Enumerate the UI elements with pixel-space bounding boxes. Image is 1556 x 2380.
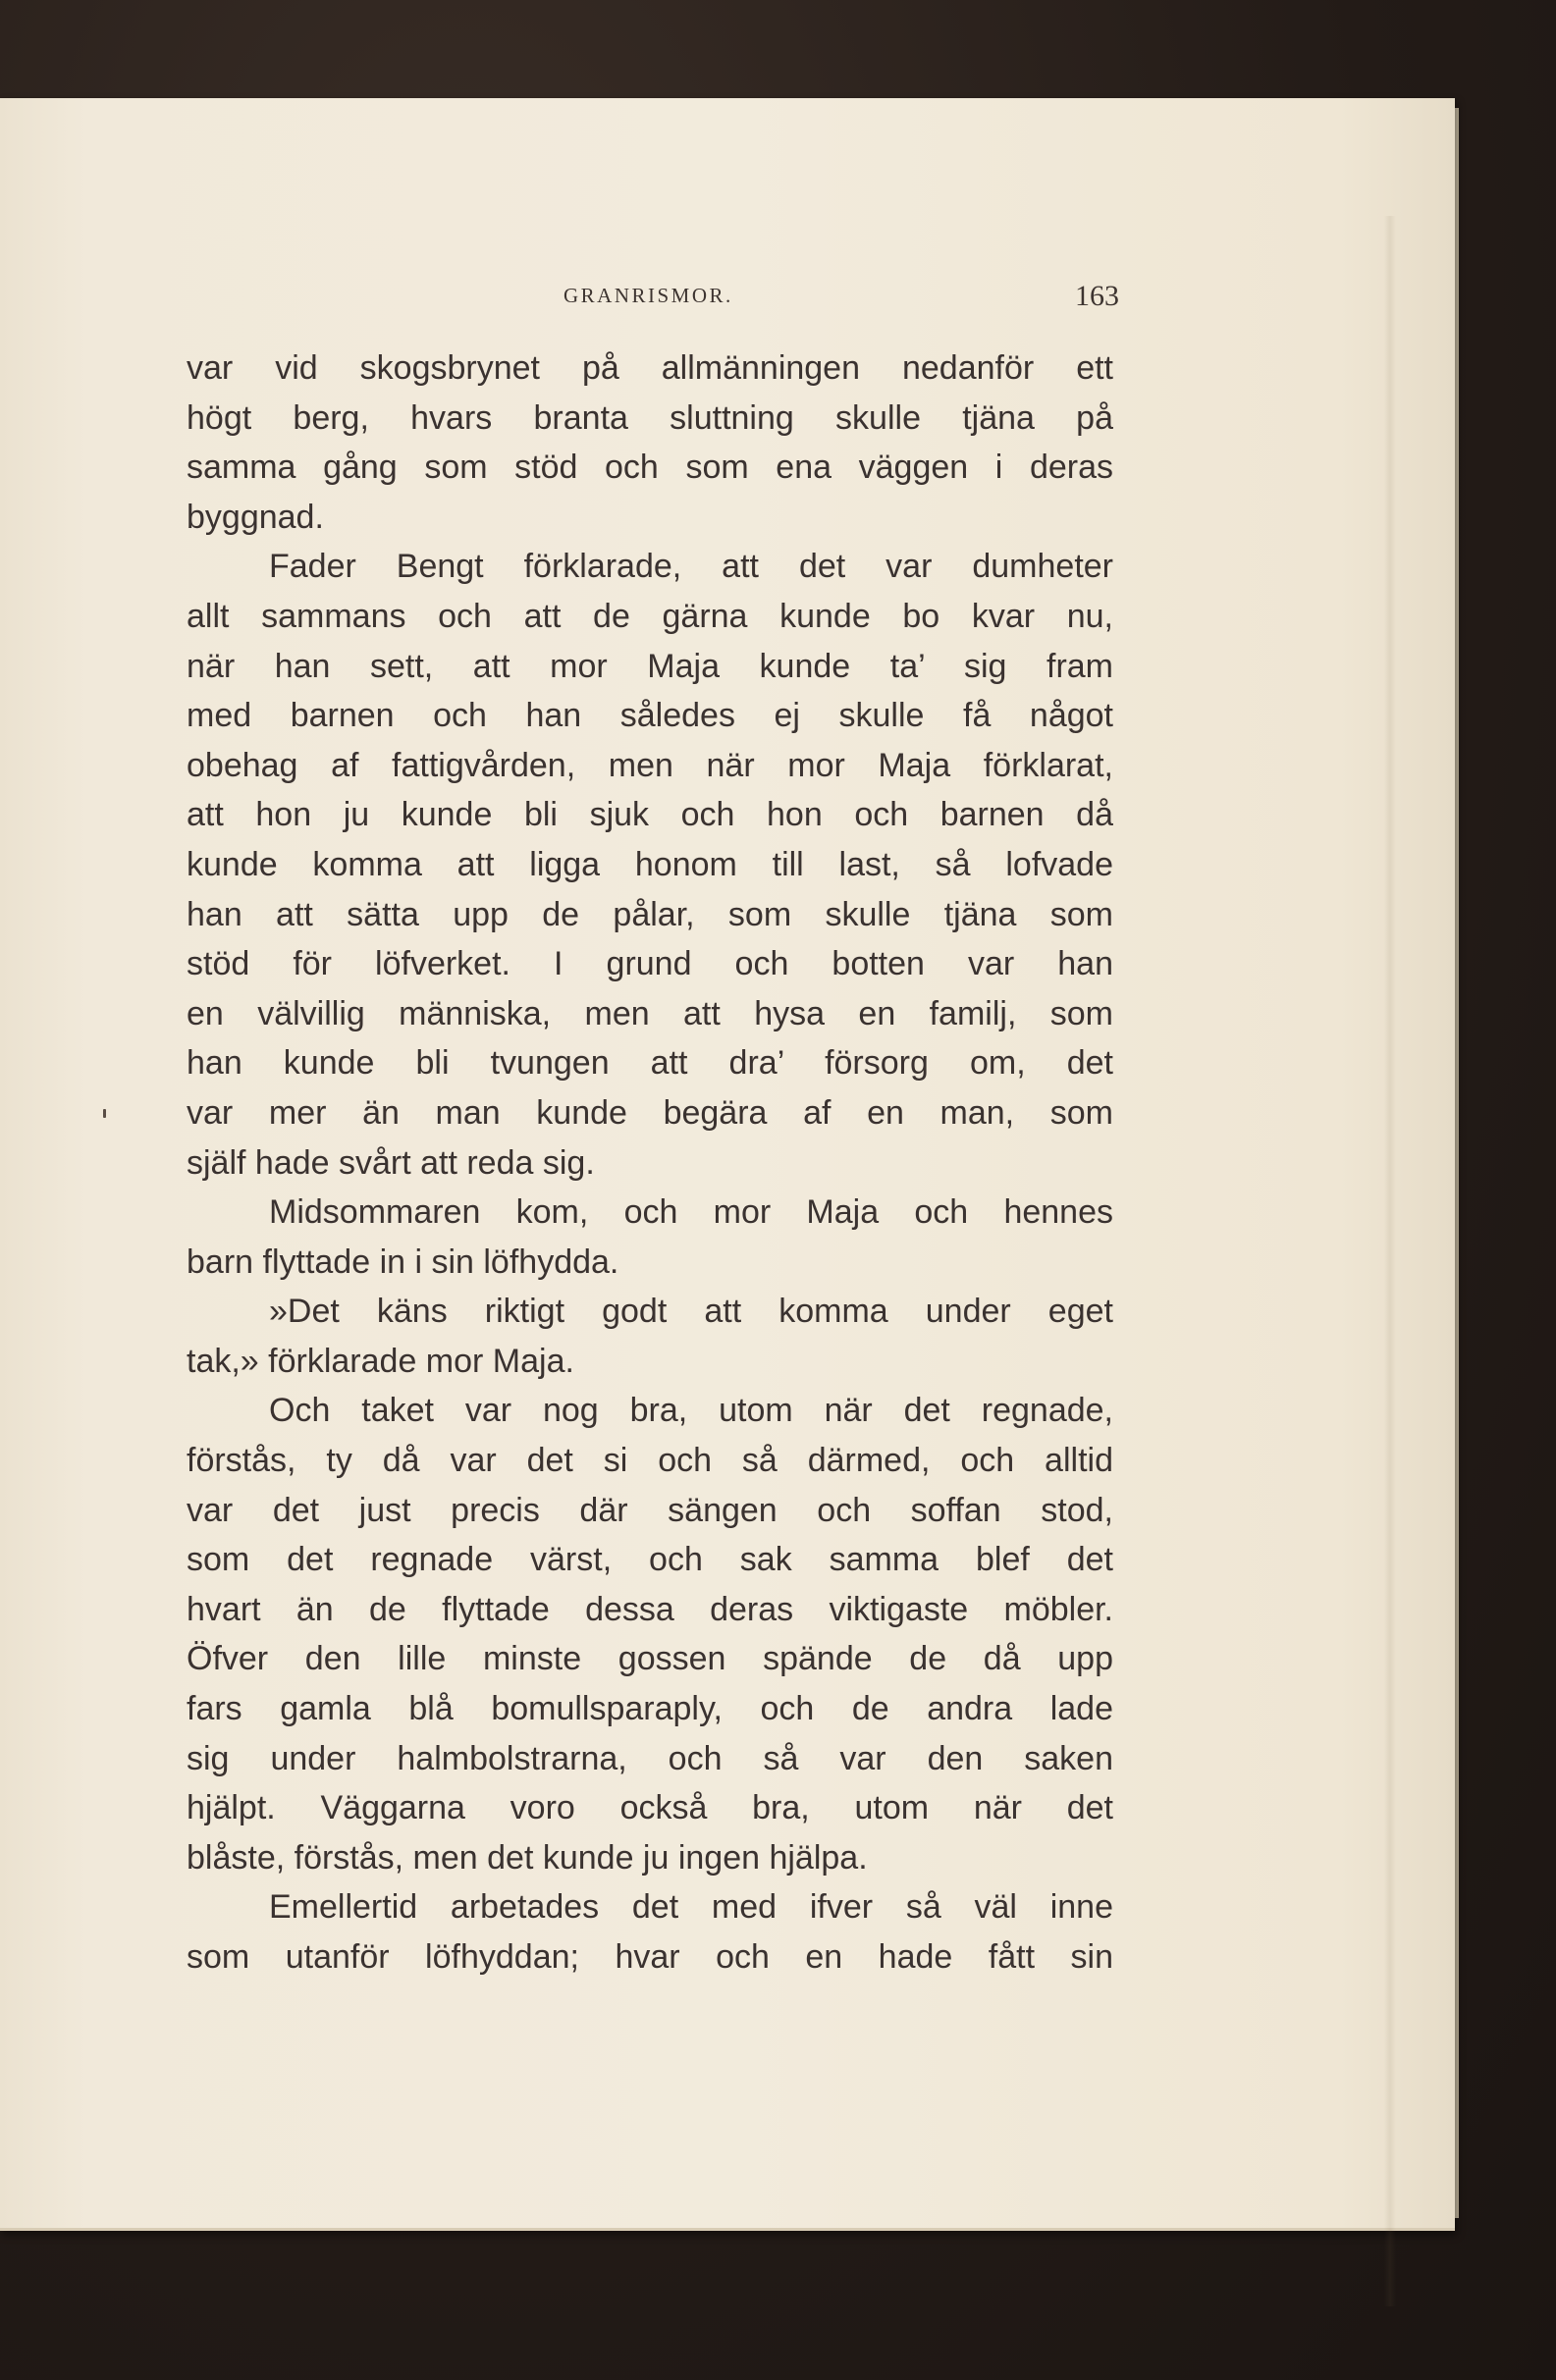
text-line: var vid skogsbrynet på allmänningen nedanför ett xyxy=(187,349,1113,387)
text-line: kunde komma att ligga honom till last, så lofvade xyxy=(187,845,1113,883)
text-line: Emellertid arbetades det med ifver så väl inne xyxy=(269,1888,1113,1927)
text-line: samma gång som stöd och som ena väggen i deras xyxy=(187,449,1113,487)
text-line: sig under halmbolstrarna, och så var den saken xyxy=(187,1739,1113,1777)
page-header xyxy=(187,280,1119,319)
text-line: att hon ju kunde bli sjuk och hon och barnen då xyxy=(187,796,1113,834)
text-line: hjälpt. Väggarna voro också bra, utom när det xyxy=(187,1789,1113,1827)
text-line: han att sätta upp de pålar, som skulle tjäna som xyxy=(187,895,1113,933)
text-line: Och taket var nog bra, utom när det regnade, xyxy=(269,1392,1113,1430)
text-line: med barnen och han således ej skulle få något xyxy=(187,697,1113,735)
page-shading xyxy=(1384,216,1396,2306)
text-line: hvart än de flyttade dessa deras viktigaste möbler. xyxy=(187,1590,1113,1628)
text-line: när han sett, att mor Maja kunde ta’ sig fram xyxy=(187,647,1113,685)
text-line: var mer än man kunde begära af en man, som xyxy=(187,1093,1113,1132)
text-line: högt berg, hvars branta sluttning skulle tjäna på xyxy=(187,398,1113,437)
text-line: fars gamla blå bomullsparaply, och de andra lade xyxy=(187,1690,1113,1728)
page-number: 163 xyxy=(1075,280,1119,312)
text-line: som utanför löfhyddan; hvar och en hade fått sin xyxy=(187,1938,1113,1976)
text-line: han kunde bli tvungen att dra’ försorg om, det xyxy=(187,1044,1113,1083)
text-line: var det just precis där sängen och soffan stod, xyxy=(187,1491,1113,1529)
text-line: barn flyttade in i sin löfhydda. xyxy=(187,1243,619,1281)
text-line: Midsommaren kom, och mor Maja och hennes xyxy=(269,1193,1113,1232)
text-line: blåste, förstås, men det kunde ju ingen hjälpa. xyxy=(187,1838,868,1877)
text-line: en välvillig människa, men att hysa en familj, som xyxy=(187,994,1113,1032)
text-line: själf hade svårt att reda sig. xyxy=(187,1143,595,1182)
running-title: GRANRISMOR. xyxy=(563,284,733,307)
text-line: »Det käns riktigt godt att komma under eget xyxy=(269,1293,1113,1331)
text-line: Fader Bengt förklarade, att det var dumheter xyxy=(269,548,1113,586)
text-line: som det regnade värst, och sak samma blef det xyxy=(187,1541,1113,1579)
text-line: obehag af fattigvården, men när mor Maja förklarat, xyxy=(187,746,1113,784)
margin-mark xyxy=(103,1109,106,1118)
text-line: Öfver den lille minste gossen spände de då upp xyxy=(187,1640,1113,1678)
text-line: allt sammans och att de gärna kunde bo kvar nu, xyxy=(187,597,1113,635)
body-text xyxy=(187,344,1113,1983)
text-line: stöd för löfverket. I grund och botten var han xyxy=(187,945,1113,983)
text-line: förstås, ty då var det si och så därmed, och alltid xyxy=(187,1442,1113,1480)
text-line: byggnad. xyxy=(187,498,324,536)
text-line: tak,» förklarade mor Maja. xyxy=(187,1342,574,1380)
